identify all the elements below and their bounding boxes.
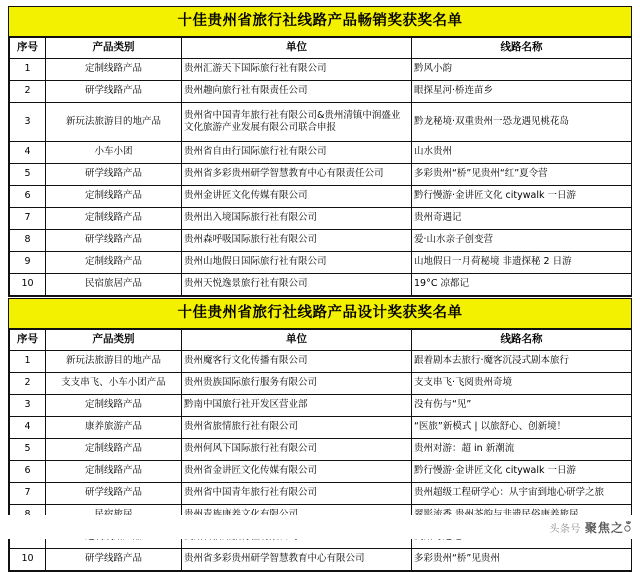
cell-index: 3	[10, 102, 46, 141]
cell-index: 8	[10, 229, 46, 251]
cell-category: 定制线路产品	[46, 394, 182, 416]
cell-organization: 贵州金讲匠文化传媒有限公司	[182, 185, 412, 207]
platform-label: 头条号	[549, 524, 581, 535]
cell-index: 9	[10, 251, 46, 273]
column-header-organization: 单位	[182, 330, 412, 350]
table-row	[10, 185, 632, 207]
cell-index: 7	[10, 482, 46, 504]
cell-category: 定制线路产品	[46, 251, 182, 273]
table-title-2: 十佳贵州省旅行社线路产品设计奖获奖名单	[9, 299, 631, 329]
cell-route: 没有伤与“见”	[412, 394, 632, 416]
cell-route: 跟着剧本去旅行·魔客沉浸式剧本旅行	[412, 350, 632, 372]
cell-category: 定制线路产品	[46, 460, 182, 482]
cell-index: 10	[10, 548, 46, 570]
footer-watermark	[0, 515, 640, 539]
table-row	[10, 482, 632, 504]
cell-index: 5	[10, 163, 46, 185]
cell-organization: 贵州魔客行文化传播有限公司	[182, 350, 412, 372]
cell-category: 定制线路产品	[46, 438, 182, 460]
cell-route: 支支串飞·飞阅贵州奇境	[412, 372, 632, 394]
table-row	[10, 229, 632, 251]
table-title-1: 十佳贵州省旅行社线路产品畅销奖获奖名单	[9, 7, 631, 37]
cell-index: 4	[10, 141, 46, 163]
cell-organization: 贵州森呼吸国际旅行社有限公司	[182, 229, 412, 251]
table-row	[10, 58, 632, 80]
cell-organization: 黔南中国旅行社开发区营业部	[182, 394, 412, 416]
award-table-block-1	[8, 6, 632, 297]
cell-category: 定制线路产品	[46, 207, 182, 229]
cell-organization: 贵州省中国青年旅行社有限公司&贵州清镇中润盛业文化旅游产业发展有限公司联合申报	[182, 102, 412, 141]
cell-index: 5	[10, 438, 46, 460]
table-header-row	[10, 330, 632, 350]
table-row	[10, 163, 632, 185]
cell-organization: 贵州出入境国际旅行社有限公司	[182, 207, 412, 229]
cell-index: 2	[10, 80, 46, 102]
cell-category: 小车小团	[46, 141, 182, 163]
table-row	[10, 438, 632, 460]
column-header-index: 序号	[10, 38, 46, 58]
cell-route: 多彩贵州“桥”见贵州	[412, 548, 632, 570]
cell-index: 4	[10, 416, 46, 438]
cell-route: 多彩贵州“桥”见贵州“红”夏令营	[412, 163, 632, 185]
column-header-route: 线路名称	[412, 38, 632, 58]
cell-organization: 贵州何风下国际旅行社有限公司	[182, 438, 412, 460]
cell-route: 爱·山水亲子创变营	[412, 229, 632, 251]
cell-index: 1	[10, 58, 46, 80]
cell-category: 研学线路产品	[46, 163, 182, 185]
cell-organization: 贵州省金讲匠文化传媒有限公司	[182, 460, 412, 482]
column-header-route: 线路名称	[412, 330, 632, 350]
table-row	[10, 372, 632, 394]
cell-category: 康养旅游产品	[46, 416, 182, 438]
cell-route: 贵州对游：超 in 新潮流	[412, 438, 632, 460]
cell-organization: 贵州山地假日国际旅行社有限公司	[182, 251, 412, 273]
table-row	[10, 394, 632, 416]
cell-route: 黔风小韵	[412, 58, 632, 80]
table-row	[10, 548, 632, 570]
cell-category: 研学线路产品	[46, 229, 182, 251]
cell-route: 黔行慢游·金讲匠文化 citywalk 一日游	[412, 185, 632, 207]
cell-index: 2	[10, 372, 46, 394]
cell-route: 黔龙秘境·双重贵州一恐龙遇见桃花岛	[412, 102, 632, 141]
cell-route: 山水贵州	[412, 141, 632, 163]
cell-category: 研学线路产品	[46, 482, 182, 504]
cell-route: 贵州超级工程研学心：从宇宙到地心研学之旅	[412, 482, 632, 504]
table-header-row	[10, 38, 632, 58]
table-row	[10, 273, 632, 295]
award-table-1	[9, 37, 632, 295]
author-label: 聚焦之ँ	[584, 521, 632, 535]
cell-index: 6	[10, 185, 46, 207]
cell-route: 黔行慢游·金讲匠文化 citywalk 一日游	[412, 460, 632, 482]
cell-organization: 贵州省自由行国际旅行社有限公司	[182, 141, 412, 163]
cell-organization: 贵州省多彩贵州研学智慧教育中心有限公司	[182, 548, 412, 570]
cell-index: 6	[10, 460, 46, 482]
cell-category: 定制线路产品	[46, 58, 182, 80]
cell-index: 10	[10, 273, 46, 295]
table-row	[10, 460, 632, 482]
cell-organization: 贵州省多彩贵州研学智慧教育中心有限责任公司	[182, 163, 412, 185]
table-row	[10, 251, 632, 273]
cell-category: 新玩法旅游目的地产品	[46, 102, 182, 141]
cell-category: 新玩法旅游目的地产品	[46, 350, 182, 372]
column-header-index: 序号	[10, 330, 46, 350]
cell-index: 7	[10, 207, 46, 229]
table-row	[10, 416, 632, 438]
cell-category: 研学线路产品	[46, 80, 182, 102]
cell-organization: 贵州天悦逸景旅行社有限公司	[182, 273, 412, 295]
cell-organization: 贵州趣向旅行社有限责任公司	[182, 80, 412, 102]
cell-route: 眼探星河·桥连苗乡	[412, 80, 632, 102]
cell-organization: 贵州省中国青年旅行社有限公司	[182, 482, 412, 504]
column-header-category: 产品类别	[46, 330, 182, 350]
cell-index: 1	[10, 350, 46, 372]
table-row	[10, 350, 632, 372]
cell-route: “医旅”新模式 | 以旅舒心、创新境！	[412, 416, 632, 438]
table-row	[10, 207, 632, 229]
column-header-organization: 单位	[182, 38, 412, 58]
cell-organization: 贵州省旅情旅行社有限公司	[182, 416, 412, 438]
cell-route: 贵州奇遇记	[412, 207, 632, 229]
cell-category: 研学线路产品	[46, 548, 182, 570]
cell-organization: 贵州汇游天下国际旅行社有限公司	[182, 58, 412, 80]
cell-organization: 贵州贵族国际旅行服务有限公司	[182, 372, 412, 394]
table-row	[10, 80, 632, 102]
column-header-category: 产品类别	[46, 38, 182, 58]
cell-route: 19°C 凉都记	[412, 273, 632, 295]
cell-route: 山地假日一月荷秘境 非遗探秘 2 日游	[412, 251, 632, 273]
cell-category: 民宿旅居产品	[46, 273, 182, 295]
cell-category: 定制线路产品	[46, 185, 182, 207]
cell-category: 支支串飞、小车小团产品	[46, 372, 182, 394]
cell-index: 3	[10, 394, 46, 416]
table-row	[10, 141, 632, 163]
table-row	[10, 102, 632, 141]
